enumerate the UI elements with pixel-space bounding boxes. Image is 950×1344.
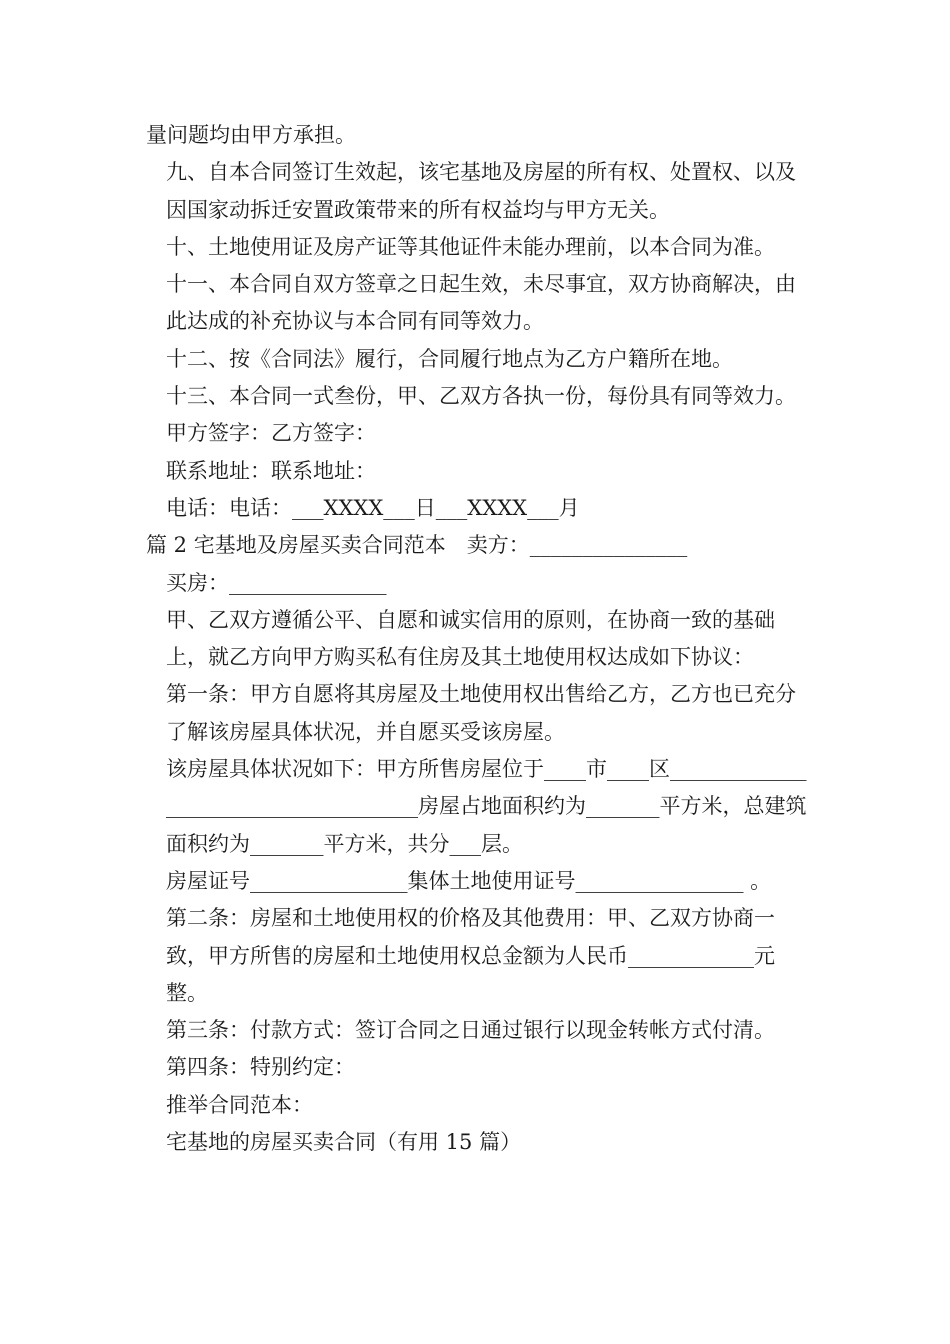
paragraph-clause-10: 十、土地使用证及房产证等其他证件未能办理前，以本合同为准。 [166, 234, 775, 259]
recommended-heading: 推举合同范本： [166, 1092, 313, 1117]
paragraph-preamble: 甲、乙双方遵循公平、自愿和诚实信用的原则，在协商一致的基础上，就乙方向甲方购买私有住房及其土地使用权达成如下协议： [166, 607, 775, 670]
certificate-numbers: 房屋证号_______________集体土地使用证号________________ 。 [166, 868, 772, 893]
paragraph-clause-9: 九、自本合同签订生效起，该宅基地及房屋的所有权、处置权、以及因国家动拆迁安置政策带来的所有权益均与甲方无关。 [166, 160, 796, 222]
paragraph-1: 量问题均由甲方承担。 [146, 123, 356, 147]
article-4: 第四条：特别约定： [166, 1055, 355, 1080]
article-3: 第三条：付款方式：签订合同之日通过银行以现金转帐方式付清。 [166, 1018, 775, 1043]
recommended-link: 宅基地的房屋买卖合同（有用 15 篇） [166, 1130, 522, 1155]
phone-date-line: 电话：电话：___XXXX___日___XXXX___月 [166, 495, 580, 520]
buyer-line: 买房：_______________ [166, 570, 387, 595]
article-1: 第一条：甲方自愿将其房屋及土地使用权出售给乙方，乙方也已充分了解该房屋具体状况，并自愿买受该房屋。 [166, 682, 796, 744]
paragraph-clause-11: 十一、本合同自双方签章之日起生效，未尽事宜，双方协商解决，由此达成的补充协议与本合同有同等效力。 [166, 272, 796, 334]
article-2: 第二条：房屋和土地使用权的价格及其他费用：甲、乙双方协商一致，甲方所售的房屋和土地使用权总金额为人民币____________元整。 [166, 906, 775, 1005]
document-body [146, 117, 810, 1161]
address-line: 联系地址：联系地址： [166, 458, 376, 483]
signature-line: 甲方签字：乙方签字： [166, 421, 376, 446]
paragraph-clause-12: 十二、按《合同法》履行，合同履行地点为乙方户籍所在地。 [166, 346, 733, 371]
paragraph-clause-13: 十三、本合同一式叁份，甲、乙双方各执一份，每份具有同等效力。 [166, 384, 796, 409]
section-heading-2: 篇 2 宅基地及房屋买卖合同范本 卖方：_______________ [146, 533, 688, 558]
property-details: 该房屋具体状况如下：甲方所售房屋位于____市____区_____________________________________房屋占地面积约为_______平方米，总建筑面积约为_______平方米，共分___层。 [166, 757, 807, 856]
